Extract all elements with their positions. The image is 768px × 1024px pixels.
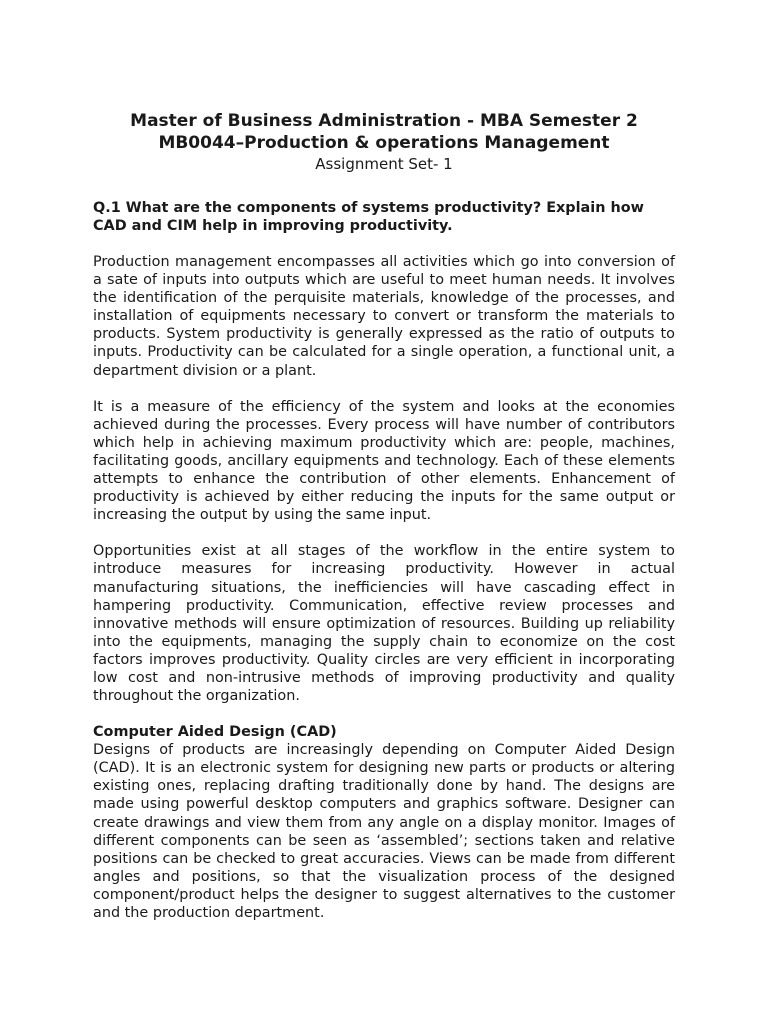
cad-section-body: Designs of products are increasingly depending on Computer Aided Design (CAD). It is an electronic system for designing new parts or products or altering existing ones, replacing drafting traditionally done by hand. The designs are made using powerful desktop computers and graphics software. Designer can create drawings and view them from any angle on a display monitor. Images of different components can be seen as ‘assembled’; sections taken and relative positions can be checked to great accuracies. Views can be made from different angles and positions, so that the visualization process of the designed component/product helps the designer to suggest alternatives to the customer and the production department. bbox=[93, 742, 675, 921]
question-heading: Q.1 What are the components of systems productivity? Explain how CAD and CIM help in improving productivity. bbox=[93, 200, 644, 234]
document-subtitle: Assignment Set- 1 bbox=[315, 155, 453, 173]
body-paragraph: Production management encompasses all activities which go into conversion of a sate of inputs into outputs which are useful to meet human needs. It involves the identification of the perquisite materials, knowledge of the processes, and installation of equipments necessary to convert or transform the materials to products. System productivity is generally expressed as the ratio of outputs to inputs. Productivity can be calculated for a single operation, a functional unit, a department division or a plant. bbox=[93, 254, 675, 379]
document-page bbox=[93, 110, 675, 940]
cad-section-heading: Computer Aided Design (CAD) bbox=[93, 724, 337, 741]
document-title-line-2: MB0044–Production & operations Management bbox=[158, 133, 610, 153]
body-paragraph: It is a measure of the efficiency of the system and looks at the economies achieved during the processes. Every process will have number of contributors which help in achieving maximum productivity which are: people, machines, facilitating goods, ancillary equipments and technology. Each of these elements attempts to enhance the contribution of other elements. Enhancement of productivity is achieved by either reducing the inputs for the same output or increasing the output by using the same input. bbox=[93, 398, 675, 524]
body-paragraph: Opportunities exist at all stages of the workflow in the entire system to introduce measures for increasing productivity. However in actual manufacturing situations, the inefficiencies will have cascading effect in hampering productivity. Communication, effective review processes and innovative methods will ensure optimization of resources. Building up reliability into the equipments, managing the supply chain to economize on the cost factors improves productivity. Quality circles are very efficient in incorporating low cost and non-intrusive methods of improving productivity and quality throughout the organization. bbox=[93, 543, 675, 705]
document-title-line-1: Master of Business Administration - MBA Semester 2 bbox=[130, 111, 638, 131]
